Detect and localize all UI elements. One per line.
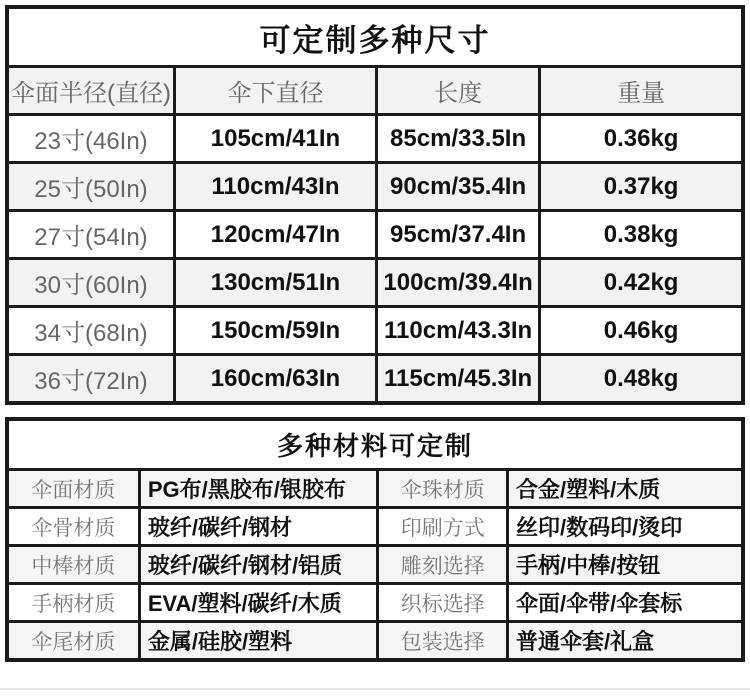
size-table-row: [9, 257, 741, 305]
material-label: 伞面材质: [31, 478, 116, 502]
size-table-row: [9, 161, 741, 209]
material-label: 伞尾材质: [31, 630, 116, 654]
material-label: 手柄材质: [31, 592, 116, 616]
material-table: [5, 417, 745, 662]
material-label: 雕刻选择: [376, 547, 506, 582]
size-table: [5, 5, 745, 405]
material-value: PG布/黑胶布/银胶布: [138, 471, 377, 506]
size-cell: 25寸(50In): [34, 176, 148, 203]
material-value: 普通伞套/礼盒: [506, 623, 741, 658]
size-table-row: [9, 209, 741, 257]
value-cell: 110cm/43In: [173, 164, 375, 209]
size-cell: 23寸(46In): [34, 128, 148, 155]
material-value: 合金/塑料/木质: [506, 471, 741, 506]
value-cell: 0.36kg: [538, 116, 741, 161]
value-cell: 160cm/63In: [173, 356, 375, 401]
material-label: 织标选择: [376, 585, 506, 620]
size-cell: 36寸(72In): [34, 368, 148, 395]
header-cell-weight: 重量: [538, 68, 741, 113]
size-cell: 30寸(60In): [34, 272, 148, 299]
value-cell: 115cm/45.3In: [375, 356, 538, 401]
material-value: 玻纤/碳纤/钢材/铝质: [138, 547, 377, 582]
size-table-header-row: [9, 65, 741, 113]
value-cell: 90cm/35.4In: [375, 164, 538, 209]
value-cell: 95cm/37.4In: [375, 212, 538, 257]
value-cell: 150cm/59In: [173, 308, 375, 353]
header-cell-diameter: 伞下直径: [173, 68, 375, 113]
value-cell: 100cm/39.4In: [375, 260, 538, 305]
material-table-row: [9, 468, 741, 506]
value-cell: 105cm/41In: [173, 116, 375, 161]
size-table-row: [9, 305, 741, 353]
material-value: EVA/塑料/碳纤/木质: [138, 585, 377, 620]
size-table-title: 可定制多种尺寸: [259, 22, 491, 58]
value-cell: 0.48kg: [538, 356, 741, 401]
size-table-row: [9, 113, 741, 161]
header-cell-length: 长度: [375, 68, 538, 113]
value-cell: 0.38kg: [538, 212, 741, 257]
size-cell: 34寸(68In): [34, 320, 148, 347]
material-label: 印刷方式: [376, 509, 506, 544]
value-cell: 130cm/51In: [173, 260, 375, 305]
value-cell: 0.46kg: [538, 308, 741, 353]
material-label: 伞珠材质: [376, 471, 506, 506]
material-table-row: [9, 506, 741, 544]
value-cell: 120cm/47In: [173, 212, 375, 257]
material-table-row: [9, 620, 741, 658]
material-value: 玻纤/碳纤/钢材: [138, 509, 377, 544]
material-value: 伞面/伞带/伞套标: [506, 585, 741, 620]
material-label: 中棒材质: [31, 554, 116, 578]
material-label: 伞骨材质: [31, 516, 116, 540]
size-cell: 27寸(54In): [34, 224, 148, 251]
value-cell: 110cm/43.3In: [375, 308, 538, 353]
material-table-row: [9, 582, 741, 620]
material-label: 包装选择: [376, 623, 506, 658]
size-table-row: [9, 353, 741, 401]
material-table-row: [9, 544, 741, 582]
material-value: 金属/硅胶/塑料: [138, 623, 377, 658]
material-value: 手柄/中棒/按钮: [506, 547, 741, 582]
value-cell: 85cm/33.5In: [375, 116, 538, 161]
value-cell: 0.42kg: [538, 260, 741, 305]
material-table-title: 多种材料可定制: [276, 431, 473, 461]
material-value: 丝印/数码印/烫印: [506, 509, 741, 544]
page-bottom-divider: [0, 688, 750, 690]
value-cell: 0.37kg: [538, 164, 741, 209]
header-cell-radius: 伞面半径(直径): [10, 80, 171, 107]
